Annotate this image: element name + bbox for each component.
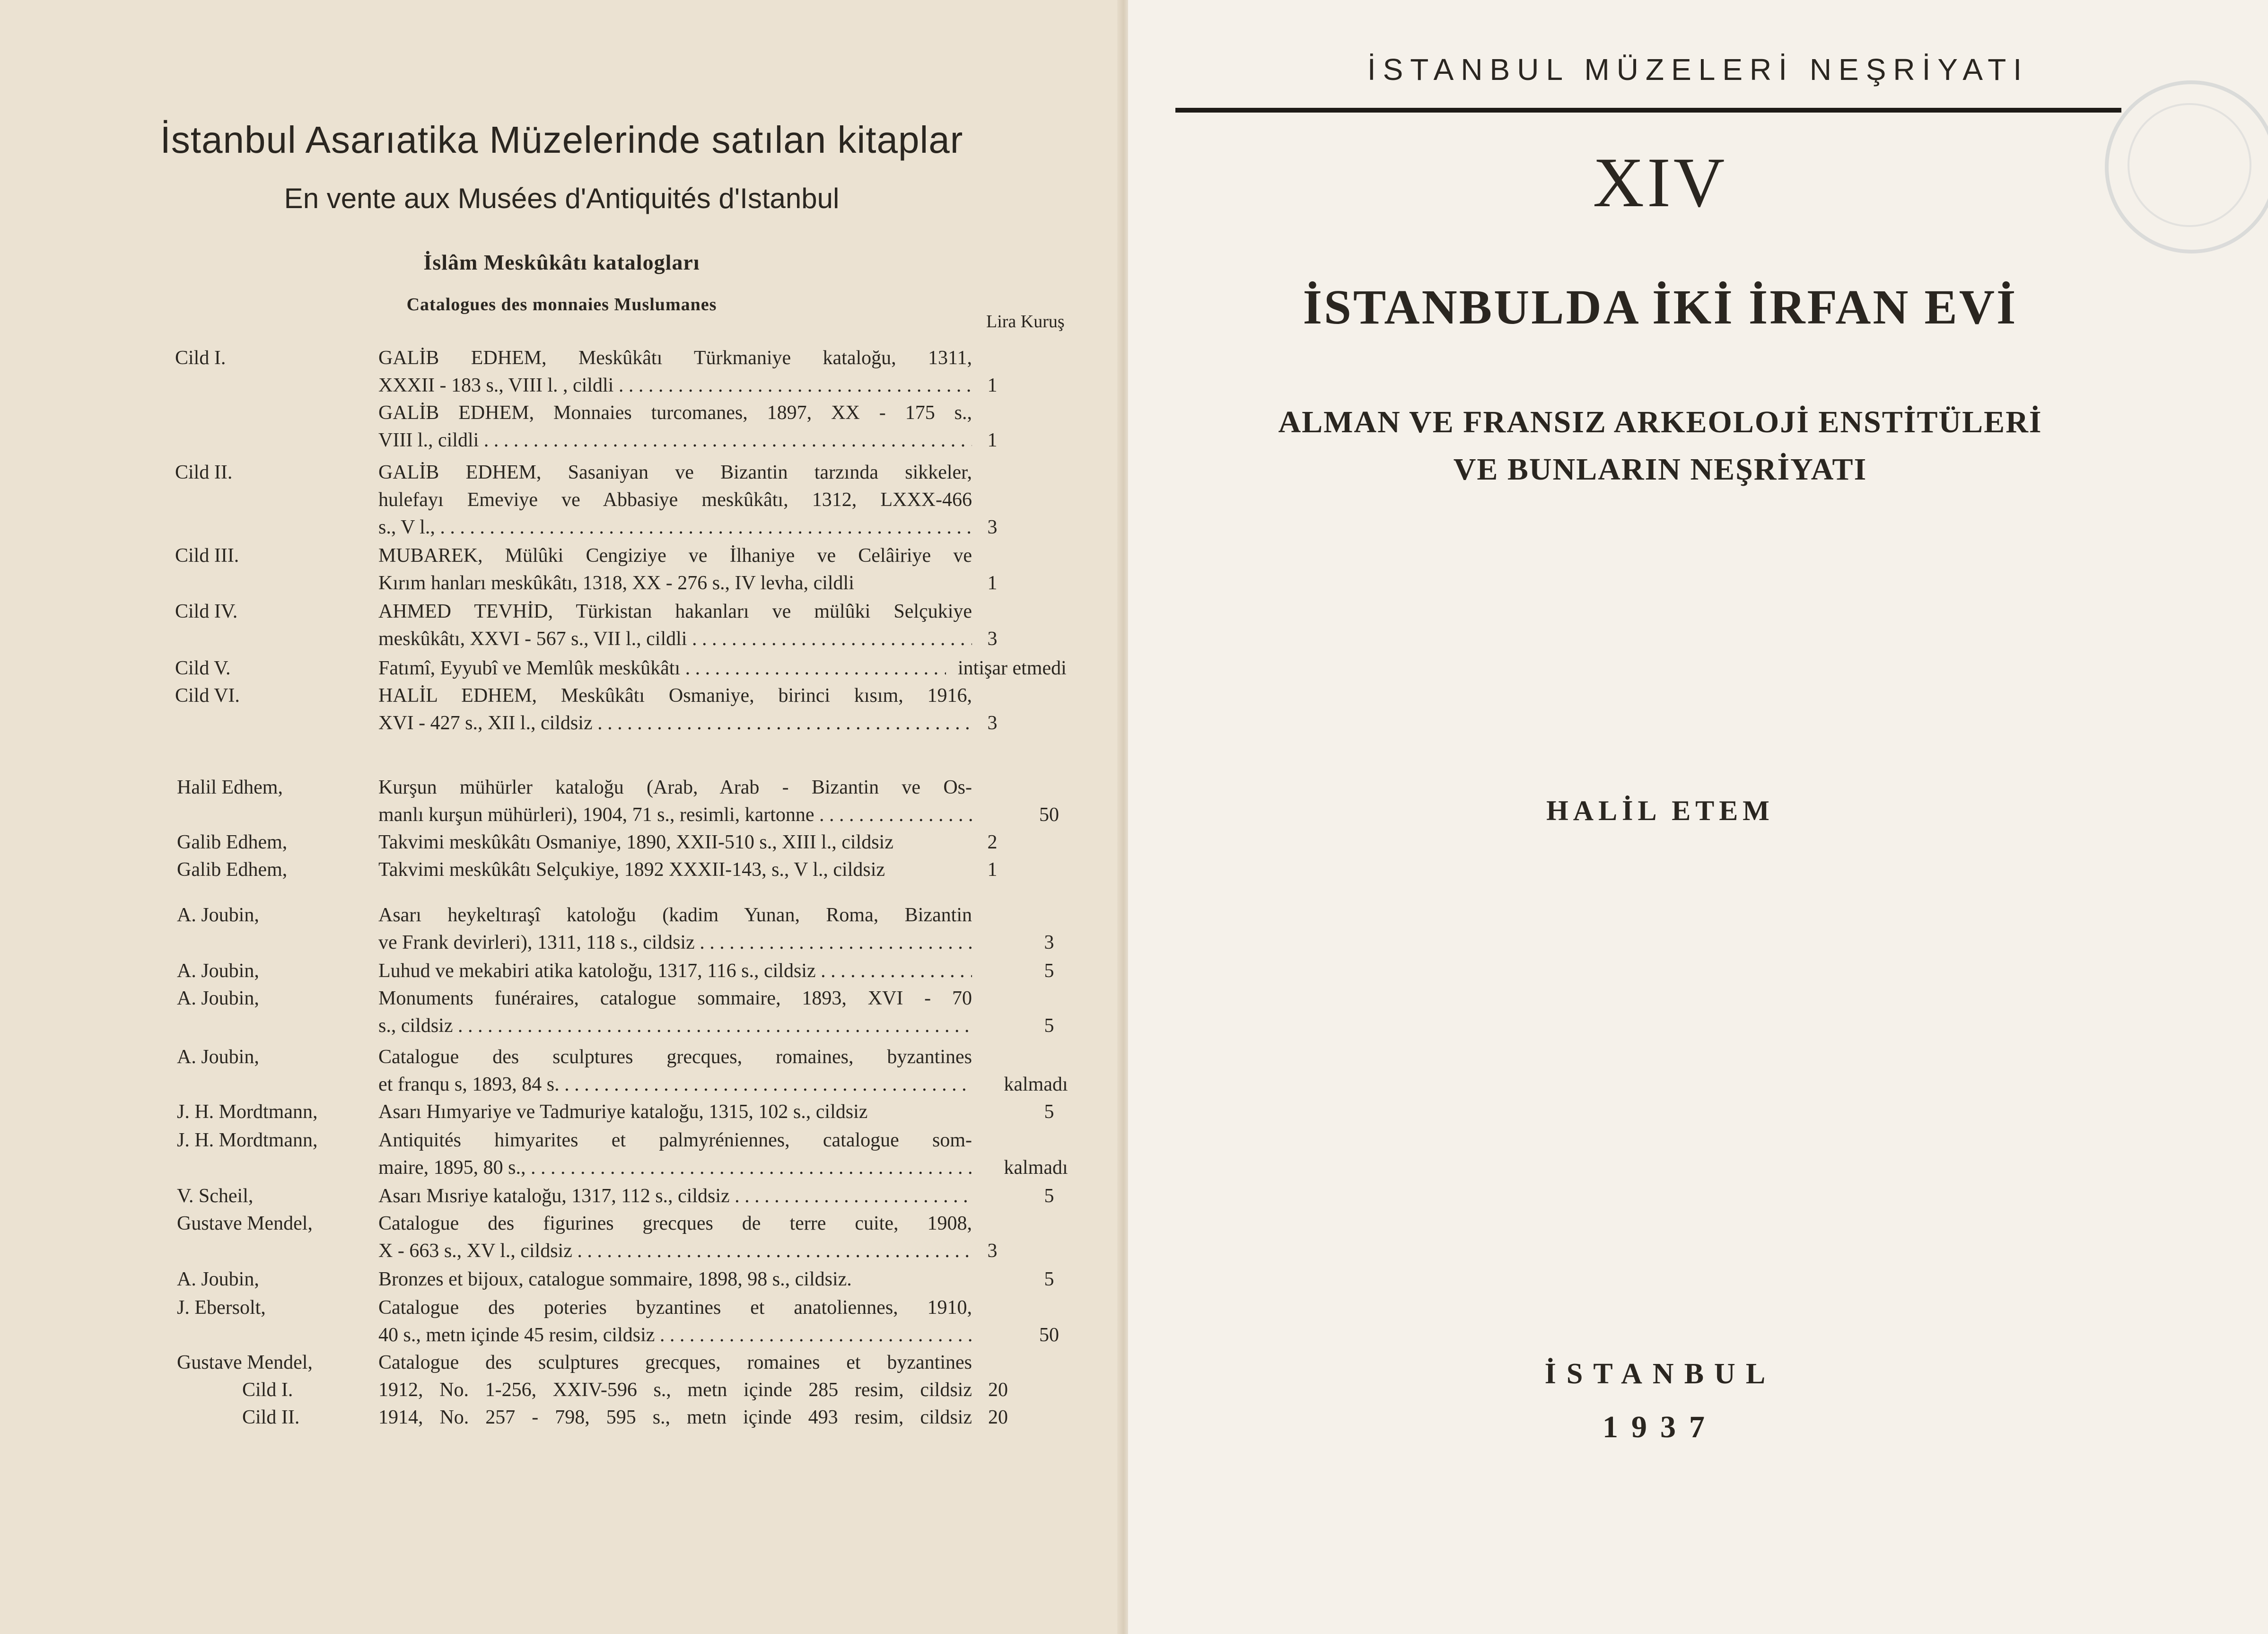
author-label: A. Joubin, [177,1268,259,1290]
entry-text: Catalogue des poteries byzantines et anatoliennes, 1910, [378,1297,972,1319]
catalog-line [0,1404,1123,1431]
book-subtitle-line-2: VE BUNLARIN NEŞRİYATI [1453,452,1867,487]
entry-text: MUBAREK, Mülûki Cengiziye ve İlhaniye ve Celâiriye ve [378,545,972,567]
catalog-line [0,344,1123,372]
entry-price: 5 [1044,1015,1054,1037]
entry-text: Catalogue des sculptures grecques, romaines et byzantines [378,1352,972,1373]
catalog-line [0,427,1123,454]
catalog-line [0,929,1123,956]
entry-text: Catalogue des figurines grecques de terre cuite, 1908, [378,1213,972,1234]
catalog-line [0,598,1123,625]
heading-rule [1175,108,2121,113]
entry-text: hulefayı Emeviye ve Abbasiye meskûkâtı, 1312, LXXX-466 [378,489,972,511]
left-page-title: İstanbul Asarıatika Müzelerinde satılan kitaplar [160,119,963,161]
catalog-line [0,1376,1123,1404]
entry-price: 3 [987,516,998,538]
catalog-line [0,682,1123,709]
entry-text: Antiquités himyarites et palmyréniennes, catalogue som- [378,1129,972,1151]
author-label: J. Ebersolt, [177,1297,266,1319]
catalog-line [0,1071,1123,1098]
book-subtitle-line-1: ALMAN VE FRANSIZ ARKEOLOJİ ENSTİTÜLERİ [1278,405,2042,439]
entry-price: 3 [987,712,998,734]
entry-text: Catalogue des sculptures grecques, romaines, byzantines [378,1046,972,1068]
entry-price: 3 [987,628,998,650]
left-page-title-french: En vente aux Musées d'Antiquités d'Istanbul [284,183,840,214]
author-label: J. H. Mordtmann, [177,1129,318,1151]
entry-text: XXXII - 183 s., VIII l. , cildli . . . [378,372,972,399]
entry-price: 20 [988,1379,1008,1401]
catalog-line [0,829,1123,856]
left-page [0,0,1123,1634]
entry-price: 3 [987,1240,998,1262]
catalog-line [0,399,1123,427]
entry-text: 1912, No. 1-256, XXIV-596 s., metn içinde 285 resim, cildsiz [378,1379,972,1401]
book-catalog-list [0,0,1123,1634]
catalog-line [0,1321,1123,1349]
author-label: A. Joubin, [177,960,259,982]
currency-column-header: Lira Kuruş [986,312,1065,332]
author-label: Gustave Mendel, [177,1352,313,1373]
catalog-line [0,1012,1123,1040]
catalog-line [0,542,1123,569]
catalog-line [0,1043,1123,1071]
entry-text: 1914, No. 257 - 798, 595 s., metn içinde 493 resim, cildsiz [378,1407,972,1428]
catalog-line [0,801,1123,829]
entry-text: s., cildsiz . . . [378,1012,972,1040]
entry-price: 5 [1044,960,1054,982]
author-label: A. Joubin, [177,987,259,1009]
entry-price: 1 [987,859,998,881]
entry-text: Asarı Hımyariye ve Tadmuriye kataloğu, 1315, 102 s., cildsiz [378,1101,868,1123]
catalog-line [0,1349,1123,1376]
entry-text: X - 663 s., XV l., cildsiz . . . [378,1237,972,1265]
entry-text: Fatımî, Eyyubî ve Memlûk meskûkâtı . . . [378,655,946,682]
volume-label: Cild I. [175,347,226,369]
entry-price: 5 [1044,1185,1054,1207]
entry-text: Takvimi meskûkâtı Selçukiye, 1892 XXXII-143, s., V l., cildsiz [378,859,885,881]
series-heading: İSTANBUL MÜZELERİ NEŞRİYATI [1367,52,2029,87]
entry-price: 1 [987,375,998,396]
catalog-line [0,1237,1123,1265]
entry-text: Monuments funéraires, catalogue sommaire, 1893, XVI - 70 [378,987,972,1009]
entry-price: 5 [1044,1101,1054,1123]
entry-text: et franqu s, 1893, 84 s. . . . [378,1071,972,1098]
publication-city: İSTANBUL [1544,1358,1776,1390]
entry-text: GALİB EDHEM, Meskûkâtı Türkmaniye kataloğu, 1311, [378,347,972,369]
catalog-line [0,1154,1123,1181]
section-heading: İslâm Meskûkâtı katalogları [423,250,700,274]
catalog-line [0,957,1123,985]
publication-year: 1937 [1602,1410,1718,1444]
entry-text: maire, 1895, 80 s., . . . [378,1154,972,1181]
entry-status: kalmadı [1004,1157,1068,1179]
entry-text: Takvimi meskûkâtı Osmaniye, 1890, XXII-510 s., XIII l., cildsiz [378,831,893,853]
section-heading-french: Catalogues des monnaies Muslumanes [406,295,717,315]
entry-text: XVI - 427 s., XII l., cildsiz . . . [378,709,972,737]
entry-text: Bronzes et bijoux, catalogue sommaire, 1898, 98 s., cildsiz. [378,1268,852,1290]
entry-text: Kırım hanları meskûkâtı, 1318, XX - 276 s., IV levha, cildli [378,572,854,594]
entry-price: 3 [1044,932,1054,953]
volume-label: Cild V. [175,657,231,679]
book-title: İSTANBULDA İKİ İRFAN EVİ [1303,280,2018,334]
volume-label: Cild VI. [175,685,240,707]
entry-price: 5 [1044,1268,1054,1290]
volume-label: Cild I. [242,1379,293,1401]
catalog-line [0,569,1123,597]
catalog-line [0,1294,1123,1321]
catalog-line [0,856,1123,883]
entry-price: 1 [987,429,998,451]
volume-label: Cild IV. [175,601,238,622]
catalog-line [0,514,1123,541]
entry-text: HALİL EDHEM, Meskûkâtı Osmaniye, birinci kısım, 1916, [378,685,972,707]
catalog-line [0,486,1123,514]
author-label: Galib Edhem, [177,831,288,853]
entry-price: 50 [1039,1324,1059,1346]
entry-text: 40 s., metn içinde 45 resim, cildsiz . . . [378,1321,972,1349]
entry-text: meskûkâtı, XXVI - 567 s., VII l., cildli . . . [378,625,972,653]
catalog-line [0,1266,1123,1293]
author-label: V. Scheil, [177,1185,254,1207]
catalog-line [0,774,1123,801]
volume-label: Cild III. [175,545,239,567]
catalog-line [0,625,1123,653]
catalog-line [0,372,1123,399]
volume-number: XIV [1593,143,1728,222]
entry-text: VIII l., cildli . . . [378,427,972,454]
author-label: Halil Edhem, [177,777,283,798]
entry-status: kalmadı [1004,1074,1068,1095]
right-page [1128,0,2268,1634]
entry-text: GALİB EDHEM, Monnaies turcomanes, 1897, XX - 175 s., [378,402,972,424]
entry-text: s., V l., . . . [378,514,972,541]
entry-price: 2 [987,831,998,853]
catalog-line [0,655,1123,682]
entry-text: manlı kurşun mühürleri), 1904, 71 s., resimli, kartonne . . . [378,801,972,829]
catalog-line [0,901,1123,929]
catalog-line [0,1098,1123,1126]
entry-price: 50 [1039,804,1059,826]
entry-status: intişar etmedi [958,657,1067,679]
entry-text: Kurşun mühürler kataloğu (Arab, Arab - Bizantin ve Os- [378,777,972,798]
catalog-line [0,1182,1123,1210]
catalog-line [0,459,1123,486]
catalog-line [0,985,1123,1012]
author-label: A. Joubin, [177,1046,259,1068]
entry-text: GALİB EDHEM, Sasaniyan ve Bizantin tarzında sikkeler, [378,462,972,483]
catalog-line [0,709,1123,737]
book-author: HALİL ETEM [1546,795,1774,826]
entry-price: 20 [988,1407,1008,1428]
entry-text: Luhud ve mekabiri atika katoloğu, 1317, 116 s., cildsiz . . . [378,957,972,985]
author-label: J. H. Mordtmann, [177,1101,318,1123]
entry-price: 1 [987,572,998,594]
entry-text: Asarı Mısriye kataloğu, 1317, 112 s., cildsiz . . . [378,1182,972,1210]
catalog-line [0,1127,1123,1154]
entry-text: AHMED TEVHİD, Türkistan hakanları ve mülûki Selçukiye [378,601,972,622]
catalog-line [0,1210,1123,1237]
author-label: A. Joubin, [177,904,259,926]
entry-text: Asarı heykeltıraşî katoloğu (kadim Yunan, Roma, Bizantin [378,904,972,926]
entry-text: ve Frank devirleri), 1311, 118 s., cildsiz . . . [378,929,972,956]
author-label: Gustave Mendel, [177,1213,313,1234]
volume-label: Cild II. [242,1407,300,1428]
author-label: Galib Edhem, [177,859,288,881]
volume-label: Cild II. [175,462,233,483]
